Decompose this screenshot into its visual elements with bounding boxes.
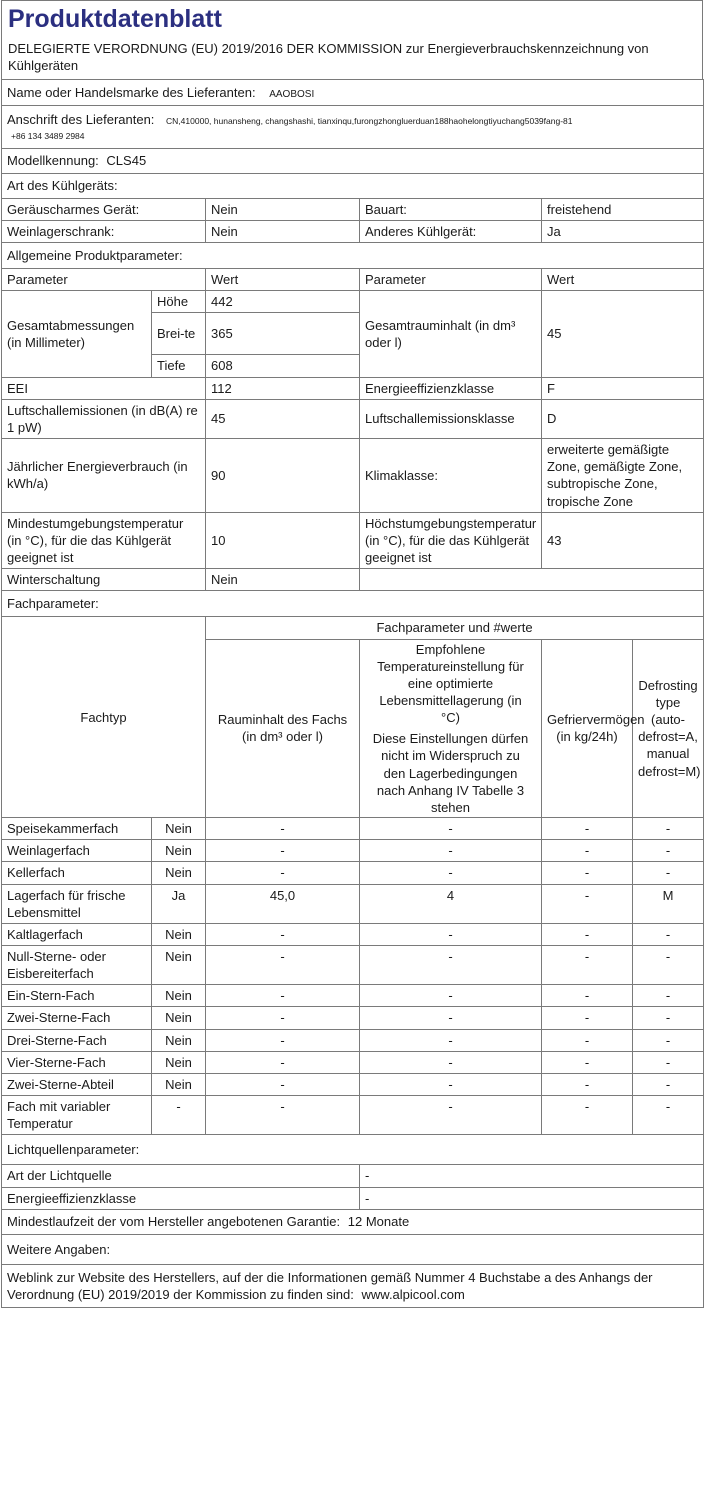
compartment-present: Ja [152, 884, 206, 923]
noise-label: Luftschallemissionen (in dB(A) re 1 pW) [2, 399, 206, 438]
compartment-freezing-capacity: - [542, 1029, 633, 1051]
type-row [2, 221, 704, 243]
weblink-text: Weblink zur Website des Herstellers, auf der die Informationen gemäß Nummer 4 Buchstabe a des Anhangs der Verordnung (EU) 2019/2019 der Kommission zu finden sind: [7, 1269, 653, 1302]
compartment-defrosting: - [633, 946, 704, 985]
volume-label: Gesamtrauminhalt (in dm³ oder l) [360, 291, 542, 377]
climate-class-label: Klimaklasse: [360, 439, 542, 513]
compartment-temperature: 4 [360, 884, 542, 923]
compartment-volume: - [206, 923, 360, 945]
winter-label: Winterschaltung [2, 569, 206, 591]
compartment-row [2, 985, 704, 1007]
compartment-name: Speisekammerfach [2, 818, 152, 840]
further-section-row [2, 1234, 704, 1264]
dimensions-label: Gesamtabmessungen (in Millimeter) [2, 291, 152, 377]
compartment-row [2, 1007, 704, 1029]
compartment-freezing-capacity: - [542, 840, 633, 862]
compartment-present: Nein [152, 862, 206, 884]
param-row [2, 377, 704, 399]
noise-value: 45 [206, 399, 360, 438]
max-temp-label: Höchstumgebungstemperatur (in °C), für die das Kühlgerät geeignet ist [360, 512, 542, 568]
compartment-defrosting: - [633, 985, 704, 1007]
compartment-row [2, 946, 704, 985]
light-section-row [2, 1135, 704, 1165]
warranty-label: Mindestlaufzeit der vom Hersteller angebotenen Garantie: [7, 1214, 341, 1230]
depth-value: 608 [206, 355, 360, 377]
compartment-volume: - [206, 1096, 360, 1135]
annual-energy-value: 90 [206, 439, 360, 513]
compartment-temperature: - [360, 1007, 542, 1029]
min-temp-value: 10 [206, 512, 360, 568]
compartment-group-header-row [2, 617, 704, 639]
compartment-temperature: - [360, 1073, 542, 1095]
compartment-row [2, 1096, 704, 1135]
height-value: 442 [206, 291, 360, 313]
compartment-row [2, 840, 704, 862]
compartment-volume: 45,0 [206, 884, 360, 923]
height-label: Höhe [152, 291, 206, 313]
param-row [2, 399, 704, 438]
energy-class-label: Energieeffizienzklasse [360, 377, 542, 399]
light-row [2, 1187, 704, 1209]
type-section-row [2, 173, 704, 198]
col-header-parameter: Parameter [2, 269, 206, 291]
manufacturer-weblink[interactable]: www.alpicool.com [361, 1286, 465, 1302]
compartment-name: Fach mit variabler Temperatur [2, 1096, 152, 1135]
compartment-defrosting: - [633, 862, 704, 884]
compartment-temperature: - [360, 862, 542, 884]
compartment-name: Kaltlagerfach [2, 923, 152, 945]
general-section-row [2, 243, 704, 269]
type-label: Anderes Kühlgerät: [360, 221, 542, 243]
compartment-volume: - [206, 1007, 360, 1029]
compartment-defrosting: - [633, 1051, 704, 1073]
compartment-freezing-capacity: - [542, 884, 633, 923]
compartment-name: Vier-Sterne-Fach [2, 1051, 152, 1073]
page-title: Produktdatenblatt [8, 5, 222, 33]
compartment-name: Zwei-Sterne-Fach [2, 1007, 152, 1029]
col-header-freezing-capacity: Gefriervermögen (in kg/24h) [542, 639, 633, 818]
noise-class-label: Luftschallemissionsklasse [360, 399, 542, 438]
compartment-row [2, 1073, 704, 1095]
compartment-present: Nein [152, 985, 206, 1007]
model-label: Modellkennung: [7, 153, 99, 169]
compartment-defrosting: - [633, 923, 704, 945]
product-data-sheet [1, 0, 703, 1308]
compartment-freezing-capacity: - [542, 1096, 633, 1135]
supplier-phone: +86 134 3489 2984 [11, 131, 85, 142]
title-block [1, 0, 703, 79]
compartment-volume: - [206, 946, 360, 985]
compartment-present: Nein [152, 923, 206, 945]
compartment-name: Lagerfach für frische Lebensmittel [2, 884, 152, 923]
compartment-row [2, 1029, 704, 1051]
compartment-defrosting: - [633, 818, 704, 840]
type-section-heading: Art des Kühlgeräts: [2, 173, 704, 198]
compartment-present: Nein [152, 1007, 206, 1029]
annual-energy-label: Jährlicher Energieverbrauch (in kWh/a) [2, 439, 206, 513]
compartment-temperature: - [360, 985, 542, 1007]
compartment-present: Nein [152, 946, 206, 985]
compartment-volume: - [206, 1073, 360, 1095]
compartment-present: Nein [152, 1029, 206, 1051]
param-row [2, 439, 704, 513]
light-type-label: Art der Lichtquelle [2, 1165, 360, 1187]
temperature-header-note: Diese Einstellungen dürfen nicht im Widerspruch zu den Lagerbedingungen nach Anhang IV Tabelle 3 stehen [372, 731, 529, 815]
compartment-freezing-capacity: - [542, 818, 633, 840]
compartment-defrosting: M [633, 884, 704, 923]
compartment-row [2, 818, 704, 840]
type-value: Nein [206, 221, 360, 243]
weblink-row [2, 1264, 704, 1307]
compartment-present: Nein [152, 1051, 206, 1073]
supplier-address-label: Anschrift des Lieferanten: [7, 112, 155, 128]
compartment-volume: - [206, 1051, 360, 1073]
compartment-freezing-capacity: - [542, 1073, 633, 1095]
compartment-row [2, 1051, 704, 1073]
supplier-address-row [2, 105, 704, 148]
compartment-volume: - [206, 840, 360, 862]
further-section-heading: Weitere Angaben: [2, 1234, 704, 1264]
compartment-section-row [2, 591, 704, 617]
light-class-label: Energieeffizienzklasse [2, 1187, 360, 1209]
compartment-present: Nein [152, 818, 206, 840]
light-section-heading: Lichtquellenparameter: [2, 1135, 704, 1165]
type-label: Weinlagerschrank: [2, 221, 206, 243]
supplier-name-value: AAOBOSI [269, 88, 315, 100]
compartment-temperature: - [360, 1029, 542, 1051]
noise-class-value: D [542, 399, 704, 438]
eei-value: 112 [206, 377, 360, 399]
compartment-freezing-capacity: - [542, 923, 633, 945]
compartment-row [2, 862, 704, 884]
warranty-row [2, 1209, 704, 1234]
compartment-group-header: Fachparameter und #werte [206, 617, 704, 639]
light-class-value: - [360, 1187, 704, 1209]
col-header-volume: Rauminhalt des Fachs (in dm³ oder l) [206, 639, 360, 818]
col-header-compartment-type: Fachtyp [2, 617, 206, 818]
param-row [2, 569, 704, 591]
data-table [1, 79, 704, 1308]
compartment-temperature: - [360, 923, 542, 945]
eei-label: EEI [2, 377, 206, 399]
light-type-value: - [360, 1165, 704, 1187]
type-row [2, 198, 704, 220]
type-label: Bauart: [360, 198, 542, 220]
compartment-name: Kellerfach [2, 862, 152, 884]
max-temp-value: 43 [542, 512, 704, 568]
compartment-defrosting: - [633, 1073, 704, 1095]
model-value: CLS45 [106, 153, 147, 169]
compartment-volume: - [206, 862, 360, 884]
width-label: Brei-te [152, 313, 206, 355]
compartment-defrosting: - [633, 1096, 704, 1135]
min-temp-label: Mindestumgebungstemperatur (in °C), für die das Kühlgerät geeignet ist [2, 512, 206, 568]
compartment-name: Null-Sterne- oder Eisbereiterfach [2, 946, 152, 985]
energy-class-value: F [542, 377, 704, 399]
compartment-present: - [152, 1096, 206, 1135]
general-section-heading: Allgemeine Produktparameter: [2, 243, 704, 269]
type-label: Geräuscharmes Gerät: [2, 198, 206, 220]
compartment-section-heading: Fachparameter: [2, 591, 704, 617]
temperature-header-text: Empfohlene Temperatureinstellung für eine optimierte Lebensmittellagerung (in °C) [377, 641, 524, 726]
compartment-freezing-capacity: - [542, 1051, 633, 1073]
compartment-defrosting: - [633, 1029, 704, 1051]
compartment-name: Weinlagerfach [2, 840, 152, 862]
compartment-freezing-capacity: - [542, 862, 633, 884]
param-row [2, 512, 704, 568]
compartment-volume: - [206, 818, 360, 840]
compartment-present: Nein [152, 840, 206, 862]
light-row [2, 1165, 704, 1187]
compartment-row [2, 923, 704, 945]
compartment-freezing-capacity: - [542, 985, 633, 1007]
compartment-temperature: - [360, 840, 542, 862]
volume-value: 45 [542, 291, 704, 377]
compartment-freezing-capacity: - [542, 946, 633, 985]
width-value: 365 [206, 313, 360, 355]
compartment-defrosting: - [633, 1007, 704, 1029]
compartment-name: Ein-Stern-Fach [2, 985, 152, 1007]
col-header-value: Wert [542, 269, 704, 291]
regulation-subtitle: DELEGIERTE VERORDNUNG (EU) 2019/2016 DER KOMMISSION zur Energieverbrauchskennzeichnung von Kühlgeräten [8, 40, 649, 74]
compartment-freezing-capacity: - [542, 1007, 633, 1029]
general-header-row [2, 269, 704, 291]
supplier-address-value: CN,410000, hunansheng, changshashi, tianxinqu,furongzhongluerduan188haohelongtiyuchang5039fang-81 [166, 116, 573, 127]
compartment-name: Drei-Sterne-Fach [2, 1029, 152, 1051]
climate-class-value: erweiterte gemäßigte Zone, gemäßigte Zone, subtropische Zone, tropische Zone [542, 439, 704, 513]
compartment-temperature: - [360, 818, 542, 840]
compartment-temperature: - [360, 946, 542, 985]
warranty-value: 12 Monate [347, 1214, 410, 1230]
compartment-temperature: - [360, 1051, 542, 1073]
col-header-temperature [360, 639, 542, 818]
compartment-present: Nein [152, 1073, 206, 1095]
compartment-defrosting: - [633, 840, 704, 862]
supplier-name-row [2, 79, 704, 105]
model-row [2, 148, 704, 173]
dimension-row [2, 291, 704, 313]
compartment-rows [2, 818, 704, 1135]
winter-value: Nein [206, 569, 360, 591]
type-value: freistehend [542, 198, 704, 220]
type-value: Nein [206, 198, 360, 220]
compartment-volume: - [206, 1029, 360, 1051]
depth-label: Tiefe [152, 355, 206, 377]
compartment-row [2, 884, 704, 923]
compartment-volume: - [206, 985, 360, 1007]
col-header-defrosting: Defrosting type (auto-defrost=A, manual defrost=M) [633, 639, 704, 818]
compartment-name: Zwei-Sterne-Abteil [2, 1073, 152, 1095]
supplier-name-label: Name oder Handelsmarke des Lieferanten: [7, 84, 256, 100]
empty-cell [360, 569, 704, 591]
col-header-parameter: Parameter [360, 269, 542, 291]
compartment-temperature: - [360, 1096, 542, 1135]
col-header-value: Wert [206, 269, 360, 291]
type-value: Ja [542, 221, 704, 243]
